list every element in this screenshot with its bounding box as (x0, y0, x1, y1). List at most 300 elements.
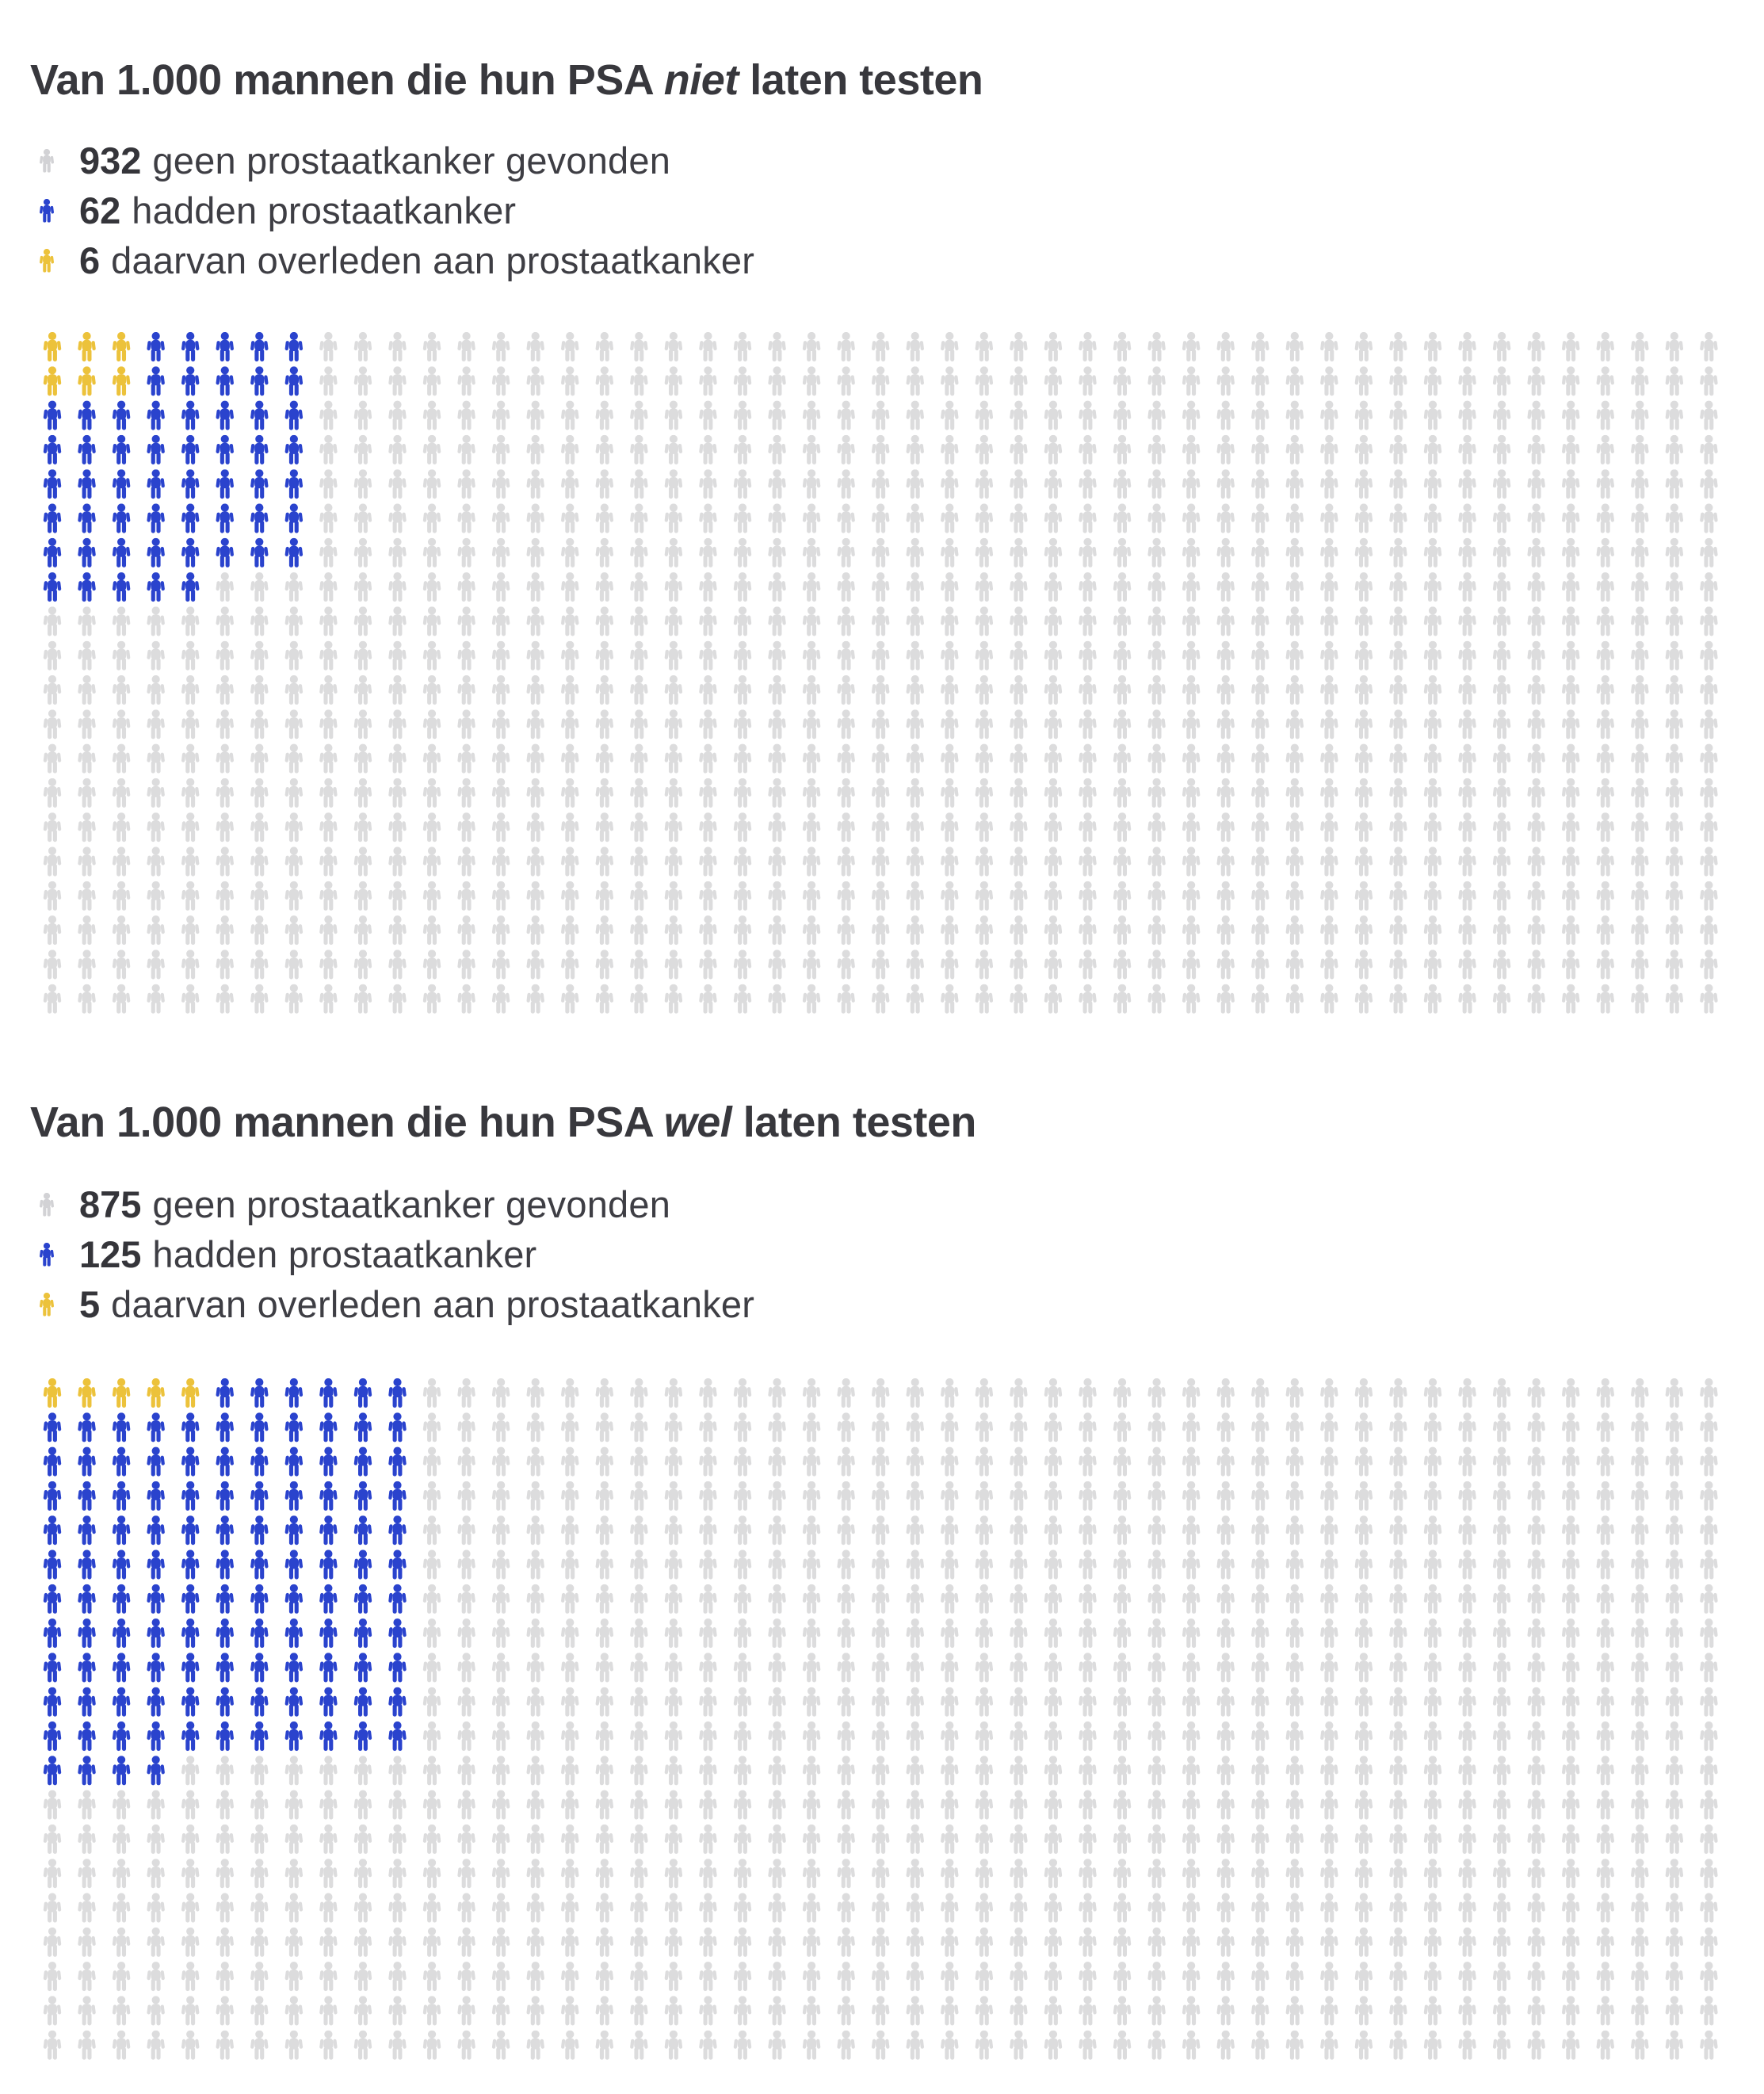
person-icon (526, 1825, 544, 1854)
person-icon (216, 950, 234, 979)
person-icon (561, 606, 579, 636)
person-icon (1424, 1790, 1442, 1819)
person-icon (1562, 435, 1580, 464)
person-icon (1216, 1859, 1235, 1888)
person-icon (803, 400, 821, 430)
person-icon (941, 606, 959, 636)
person-icon (1113, 709, 1132, 739)
person-icon (1320, 915, 1338, 945)
person-icon (1596, 1515, 1614, 1545)
person-icon (526, 1412, 544, 1442)
person-icon (803, 846, 821, 876)
person-icon (526, 503, 544, 533)
person-icon (526, 1378, 544, 1408)
person-icon (941, 1825, 959, 1854)
person-icon (906, 1446, 924, 1476)
person-icon (595, 1653, 613, 1682)
person-icon (1079, 366, 1097, 395)
person-icon (1113, 1790, 1132, 1819)
person-icon (1216, 1446, 1235, 1476)
person-icon (768, 846, 786, 876)
person-icon (803, 1893, 821, 1922)
person-icon (113, 1859, 131, 1888)
person-icon (1320, 1549, 1338, 1579)
person-icon (216, 881, 234, 911)
person-icon (734, 1859, 752, 1888)
person-icon (664, 1721, 682, 1751)
person-icon (595, 1378, 613, 1408)
person-icon (975, 1584, 993, 1614)
person-icon (1458, 778, 1476, 808)
person-icon (561, 675, 579, 705)
person-icon (699, 1962, 717, 1991)
person-icon (1079, 1996, 1097, 2025)
person-icon (664, 435, 682, 464)
person-icon (1251, 984, 1270, 1014)
person-icon (1010, 1790, 1028, 1819)
person-icon (1079, 675, 1097, 705)
person-icon (354, 2031, 372, 2060)
person-icon (837, 1893, 855, 1922)
person-icon (526, 1996, 544, 2025)
person-icon (1147, 1549, 1166, 1579)
person-icon (1285, 572, 1304, 602)
person-icon (1458, 1687, 1476, 1717)
person-icon (354, 1412, 372, 1442)
person-icon (526, 675, 544, 705)
person-icon (216, 1618, 234, 1648)
person-icon (1079, 1859, 1097, 1888)
person-icon (113, 572, 131, 602)
person-icon (872, 1962, 890, 1991)
person-icon (1700, 1859, 1718, 1888)
person-icon (1079, 881, 1097, 911)
person-icon (595, 846, 613, 876)
person-icon (664, 1446, 682, 1476)
person-icon (113, 1446, 131, 1476)
person-icon (354, 469, 372, 499)
person-icon (1044, 366, 1063, 395)
person-icon (1113, 1412, 1132, 1442)
person-icon (354, 1584, 372, 1614)
person-icon (1044, 572, 1063, 602)
person-icon (941, 503, 959, 533)
person-icon (1010, 503, 1028, 533)
person-icon (113, 1962, 131, 1991)
person-icon (1527, 812, 1545, 842)
person-icon (1216, 606, 1235, 636)
person-icon (492, 435, 510, 464)
person-icon (1665, 1549, 1683, 1579)
person-icon (181, 1481, 200, 1511)
person-icon (388, 1825, 407, 1854)
person-icon (1596, 400, 1614, 430)
person-icon (423, 1618, 441, 1648)
person-icon (872, 1790, 890, 1819)
person-icon (1113, 572, 1132, 602)
person-icon (457, 572, 475, 602)
person-icon (803, 332, 821, 361)
person-icon (1354, 2031, 1373, 2060)
person-icon (354, 1790, 372, 1819)
person-icon (319, 1756, 338, 1785)
person-icon (803, 950, 821, 979)
person-icon (216, 503, 234, 533)
person-icon (147, 1549, 165, 1579)
person-icon (630, 366, 648, 395)
person-icon (872, 1481, 890, 1511)
person-icon (1079, 1412, 1097, 1442)
person-icon (595, 915, 613, 945)
person-icon (561, 778, 579, 808)
person-icon (1424, 1825, 1442, 1854)
person-icon (1389, 709, 1407, 739)
person-icon (941, 846, 959, 876)
person-icon (354, 1481, 372, 1511)
person-icon (492, 1996, 510, 2025)
person-icon (734, 400, 752, 430)
person-icon (1285, 1790, 1304, 1819)
person-icon (768, 812, 786, 842)
person-icon (1596, 1481, 1614, 1511)
person-icon (1665, 332, 1683, 361)
person-icon (872, 1446, 890, 1476)
person-icon (1216, 1928, 1235, 1957)
person-icon (1320, 1790, 1338, 1819)
person-icon (423, 1687, 441, 1717)
person-icon (388, 1412, 407, 1442)
person-icon (803, 1446, 821, 1476)
person-icon (1562, 641, 1580, 671)
person-icon (1113, 1549, 1132, 1579)
person-icon (1147, 503, 1166, 533)
person-icon (1631, 366, 1649, 395)
person-icon (354, 1996, 372, 2025)
person-icon (1320, 1859, 1338, 1888)
person-icon (1700, 778, 1718, 808)
person-icon (216, 2031, 234, 2060)
person-icon (1010, 1378, 1028, 1408)
person-icon (1424, 400, 1442, 430)
person-icon (872, 1687, 890, 1717)
person-icon (1010, 1962, 1028, 1991)
person-icon (1285, 881, 1304, 911)
person-icon (1389, 1893, 1407, 1922)
person-icon (1216, 469, 1235, 499)
person-icon (423, 846, 441, 876)
person-icon (1251, 950, 1270, 979)
title-text: laten testen (738, 56, 983, 104)
person-icon (492, 1859, 510, 1888)
person-icon (906, 984, 924, 1014)
person-icon (734, 2031, 752, 2060)
person-icon (872, 743, 890, 773)
person-icon (595, 1687, 613, 1717)
person-icon (1389, 572, 1407, 602)
person-icon (216, 778, 234, 808)
person-icon (181, 641, 200, 671)
person-icon (941, 400, 959, 430)
person-icon (768, 950, 786, 979)
person-icon (803, 743, 821, 773)
person-icon (78, 1721, 96, 1751)
person-icon (1700, 435, 1718, 464)
person-icon (1147, 1584, 1166, 1614)
person-icon (250, 503, 269, 533)
person-icon (1562, 1515, 1580, 1545)
person-icon (1251, 812, 1270, 842)
person-icon (1493, 1378, 1511, 1408)
person-icon (319, 538, 338, 567)
person-icon (354, 1515, 372, 1545)
person-icon (526, 572, 544, 602)
person-icon (1079, 1893, 1097, 1922)
person-icon (1320, 2031, 1338, 2060)
person-icon (1631, 503, 1649, 533)
person-icon (941, 1515, 959, 1545)
person-icon (1044, 1549, 1063, 1579)
person-icon (492, 572, 510, 602)
person-icon (595, 469, 613, 499)
person-icon (216, 332, 234, 361)
person-icon (78, 915, 96, 945)
person-icon (906, 1584, 924, 1614)
legend-label: geen prostaatkanker gevonden (152, 139, 671, 182)
person-icon (457, 1412, 475, 1442)
person-icon (1079, 1584, 1097, 1614)
person-icon (216, 1412, 234, 1442)
person-icon (561, 915, 579, 945)
person-icon (664, 1962, 682, 1991)
person-icon (803, 538, 821, 567)
person-icon (147, 1893, 165, 1922)
person-icon (1389, 469, 1407, 499)
person-icon (1458, 743, 1476, 773)
person-icon (1079, 1790, 1097, 1819)
person-icon (837, 1515, 855, 1545)
person-icon (837, 1996, 855, 2025)
person-icon (147, 1412, 165, 1442)
person-icon (1320, 1618, 1338, 1648)
person-icon (561, 984, 579, 1014)
person-icon (630, 743, 648, 773)
person-icon (492, 984, 510, 1014)
person-icon (44, 1378, 62, 1408)
person-icon (664, 1653, 682, 1682)
person-icon (1389, 503, 1407, 533)
person-icon (457, 2031, 475, 2060)
person-icon (803, 1721, 821, 1751)
person-icon (595, 1893, 613, 1922)
person-icon (457, 1859, 475, 1888)
person-icon (1320, 778, 1338, 808)
person-icon (1596, 1446, 1614, 1476)
person-icon (147, 538, 165, 567)
person-icon (457, 743, 475, 773)
person-icon (1700, 366, 1718, 395)
person-icon (1562, 1928, 1580, 1957)
person-icon (837, 572, 855, 602)
person-icon (113, 1928, 131, 1957)
person-icon (78, 332, 96, 361)
person-icon (1044, 2031, 1063, 2060)
person-icon (975, 1412, 993, 1442)
person-icon (250, 1549, 269, 1579)
person-icon (1596, 984, 1614, 1014)
person-icon (1665, 503, 1683, 533)
person-icon (216, 915, 234, 945)
person-icon (1700, 675, 1718, 705)
person-icon (78, 1859, 96, 1888)
person-icon (837, 881, 855, 911)
person-icon (1389, 641, 1407, 671)
person-icon (181, 675, 200, 705)
person-icon (872, 1412, 890, 1442)
person-icon (1665, 1756, 1683, 1785)
person-icon (1562, 1790, 1580, 1819)
person-icon (906, 332, 924, 361)
person-icon (423, 1584, 441, 1614)
person-icon (1389, 1790, 1407, 1819)
person-icon (734, 435, 752, 464)
person-icon (1147, 812, 1166, 842)
person-icon (181, 1446, 200, 1476)
person-icon (1665, 400, 1683, 430)
person-icon (1113, 400, 1132, 430)
person-icon (1251, 538, 1270, 567)
person-icon (941, 1756, 959, 1785)
person-icon (1665, 881, 1683, 911)
person-icon (803, 1825, 821, 1854)
person-icon (1631, 435, 1649, 464)
person-icon (1182, 538, 1201, 567)
person-icon (78, 1515, 96, 1545)
legend-count: 932 (79, 139, 142, 182)
person-icon (1044, 984, 1063, 1014)
pictogram-grid-svg (0, 1378, 1764, 2075)
person-icon (1320, 1515, 1338, 1545)
person-icon (319, 709, 338, 739)
person-icon (284, 435, 303, 464)
person-icon (1458, 1756, 1476, 1785)
person-icon (906, 1962, 924, 1991)
person-icon (561, 366, 579, 395)
person-icon (803, 1996, 821, 2025)
person-icon (1700, 1996, 1718, 2025)
person-icon (492, 469, 510, 499)
person-icon (872, 606, 890, 636)
person-icon (906, 1893, 924, 1922)
person-icon (1700, 846, 1718, 876)
person-icon (388, 1790, 407, 1819)
person-icon (699, 2031, 717, 2060)
person-icon (250, 400, 269, 430)
person-icon (630, 1584, 648, 1614)
person-icon (1493, 606, 1511, 636)
person-icon (78, 469, 96, 499)
person-icon (1665, 1721, 1683, 1751)
person-icon (1562, 1859, 1580, 1888)
person-icon (630, 984, 648, 1014)
person-icon (1354, 1825, 1373, 1854)
person-icon (872, 1893, 890, 1922)
person-icon (768, 1446, 786, 1476)
person-icon (526, 538, 544, 567)
person-icon (1631, 881, 1649, 911)
person-icon (1665, 1378, 1683, 1408)
person-icon (837, 915, 855, 945)
person-icon (630, 915, 648, 945)
person-icon (1354, 400, 1373, 430)
person-icon (78, 675, 96, 705)
person-icon (284, 1721, 303, 1751)
person-icon (457, 984, 475, 1014)
legend-item-none (33, 136, 754, 185)
person-icon (1216, 709, 1235, 739)
person-icon (1493, 1618, 1511, 1648)
person-icon (975, 675, 993, 705)
person-icon (975, 812, 993, 842)
person-icon (113, 503, 131, 533)
person-icon (1562, 366, 1580, 395)
person-icon (388, 1515, 407, 1545)
person-icon (181, 846, 200, 876)
person-icon (768, 641, 786, 671)
person-icon (147, 675, 165, 705)
person-icon (1631, 1928, 1649, 1957)
person-icon (1631, 641, 1649, 671)
person-icon (1147, 1721, 1166, 1751)
person-icon (1182, 1721, 1201, 1751)
person-icon (1010, 778, 1028, 808)
person-icon (1493, 503, 1511, 533)
person-icon (906, 1790, 924, 1819)
person-icon (906, 1756, 924, 1785)
person-icon (457, 332, 475, 361)
person-icon (872, 1378, 890, 1408)
pictogram-grid-svg (0, 331, 1764, 1029)
person-icon (975, 1756, 993, 1785)
person-icon (113, 1996, 131, 2025)
person-icon (147, 435, 165, 464)
person-icon (1458, 1515, 1476, 1545)
person-icon (1044, 675, 1063, 705)
person-icon (768, 606, 786, 636)
person-icon (699, 1412, 717, 1442)
person-icon (1562, 881, 1580, 911)
person-icon (284, 1825, 303, 1854)
person-icon (1493, 1515, 1511, 1545)
person-icon (906, 846, 924, 876)
person-icon (734, 743, 752, 773)
person-icon (492, 641, 510, 671)
person-icon (1147, 1412, 1166, 1442)
person-icon (1458, 1618, 1476, 1648)
person-icon (1631, 709, 1649, 739)
person-icon (78, 400, 96, 430)
person-icon (768, 1962, 786, 1991)
person-icon (1596, 538, 1614, 567)
person-icon (734, 1996, 752, 2025)
person-icon (526, 1756, 544, 1785)
person-icon (837, 1653, 855, 1682)
person-icon (216, 1446, 234, 1476)
person-icon (1389, 1481, 1407, 1511)
person-icon (1044, 1721, 1063, 1751)
person-icon (561, 1721, 579, 1751)
person-icon (1493, 469, 1511, 499)
person-icon (492, 1721, 510, 1751)
